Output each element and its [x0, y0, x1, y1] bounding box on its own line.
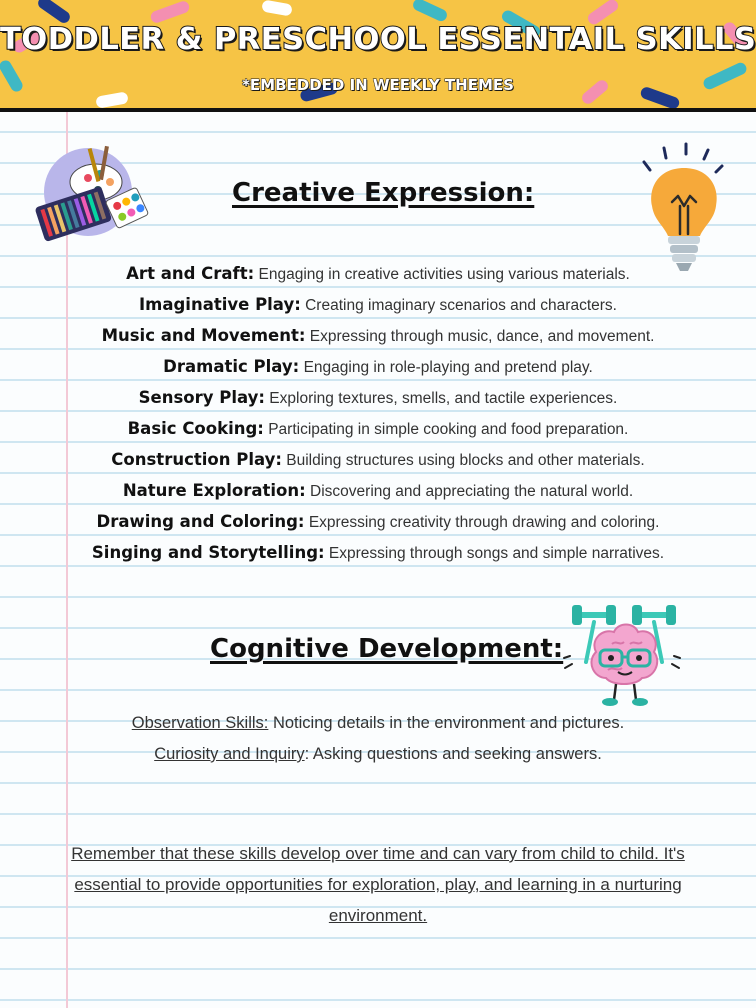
list-item	[20, 475, 736, 506]
skill-description: Exploring textures, smells, and tactile experiences.	[264, 390, 618, 407]
list-item	[20, 537, 736, 568]
lightbulb-icon	[638, 140, 726, 276]
skill-description: Discovering and appreciating the natural world.	[305, 483, 634, 500]
list-item	[20, 382, 736, 413]
skill-description: Creating imaginary scenarios and characters.	[300, 297, 617, 314]
sprinkle	[411, 0, 449, 23]
skill-separator: :	[247, 264, 255, 283]
list-item	[20, 444, 736, 475]
skill-description: Noticing details in the environment and pictures.	[268, 714, 625, 732]
list-item	[20, 320, 736, 351]
creative-expression-heading: Creative Expression:	[232, 178, 535, 208]
skill-name: Curiosity and Inquiry	[154, 745, 305, 763]
skill-name: Observation Skills:	[131, 714, 269, 732]
sprinkle	[149, 0, 191, 24]
brain-weightlifting-icon	[556, 600, 692, 710]
skill-description: Expressing creativity through drawing and coloring.	[304, 514, 660, 531]
closing-note: Remember that these skills develop over time and can vary from child to child. It's essential to provide opportunities for exploration, play, and learning in a nurturing environment.	[71, 844, 685, 925]
skill-name: Art and Craft	[126, 264, 248, 283]
list-item	[20, 413, 736, 444]
skill-description: : Asking questions and seeking answers.	[304, 745, 602, 763]
skill-name: Drawing and Coloring:	[96, 512, 305, 531]
sprinkle	[261, 0, 293, 17]
cognitive-item-curiosity	[20, 745, 736, 764]
list-item	[20, 351, 736, 382]
header-banner	[0, 0, 756, 112]
cognitive-item-observation	[20, 714, 736, 733]
art-supplies-icon	[30, 142, 150, 247]
page-subtitle: *EMBEDDED IN WEEKLY THEMES	[242, 76, 514, 94]
skill-name: Sensory Play:	[138, 388, 265, 407]
skill-name: Singing and Storytelling:	[91, 543, 325, 562]
skill-name: Imaginative Play:	[139, 295, 301, 314]
skill-description: Engaging in creative activities using various materials.	[254, 266, 630, 283]
skill-name: Basic Cooking:	[127, 419, 264, 438]
page-title: TODDLER & PRESCHOOL ESSENTAIL SKILLS	[0, 22, 756, 57]
skill-description: Participating in simple cooking and food preparation.	[263, 421, 629, 438]
skill-description: Expressing through songs and simple narratives.	[324, 545, 665, 562]
creative-skills-list	[20, 258, 736, 568]
skill-separator: :	[298, 326, 306, 345]
list-item	[20, 289, 736, 320]
skill-description: Engaging in role-playing and pretend play.	[299, 359, 593, 376]
skill-description: Building structures using blocks and other materials.	[281, 452, 645, 469]
list-item	[20, 258, 736, 289]
skill-name: Music and Movement	[101, 326, 299, 345]
skill-description: Expressing through music, dance, and movement.	[305, 328, 655, 345]
cognitive-development-heading: Cognitive Development:	[210, 634, 564, 664]
skill-name: Nature Exploration:	[122, 481, 306, 500]
skill-name: Construction Play:	[111, 450, 282, 469]
skill-name: Dramatic Play:	[163, 357, 300, 376]
list-item	[20, 506, 736, 537]
